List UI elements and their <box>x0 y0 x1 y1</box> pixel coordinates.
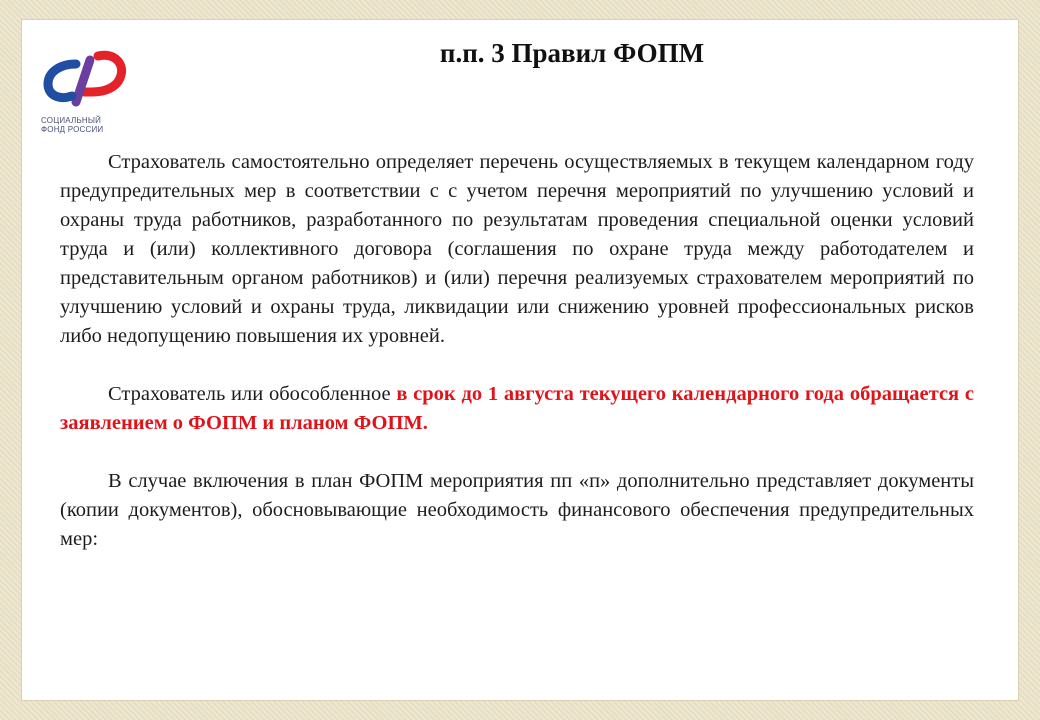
paragraph-2-plain: Страхователь или обособленное <box>108 383 397 405</box>
sfr-logo-icon <box>40 50 130 112</box>
slide-title: п.п. 3 Правил ФОПМ <box>439 38 705 68</box>
paragraph-3: В случае включения в план ФОПМ мероприятия пп «п» дополнительно представляет документы (копии документов), обосновывающие необходимость финансового обеспечения предупредительных мер: <box>60 470 974 550</box>
logo-text <box>41 116 141 134</box>
logo-line-1: СОЦИАЛЬНЫЙ <box>41 116 102 125</box>
paragraph-2 <box>60 380 974 438</box>
logo-line-2: ФОНД РОССИИ <box>41 125 104 134</box>
paragraph-2-highlight: в срок до 1 августа текущего календарного года обращается с заявлением о ФОПМ и планом ФОПМ. <box>60 383 974 434</box>
sfr-logo <box>40 50 130 150</box>
slide <box>22 20 1018 700</box>
slide-body <box>60 148 974 554</box>
paragraph-gap <box>60 438 974 467</box>
paragraph-1: Страхователь самостоятельно определяет перечень осуществляемых в текущем календарном году предупредительных мер в соответствии с с учетом перечня мероприятий по улучшению условий и охраны труда работников, разработанного по результатам проведения специальной оценки условий труда и (или) коллективного договора (соглашения по охране труда между работодателем и представительным органом работников) и (или) перечня реализуемых страхователем мероприятий по улучшению условий и охраны труда, ликвидации или снижению уровней профессиональных рисков либо недопущению повышения их уровней. <box>60 151 974 347</box>
paragraph-gap <box>60 351 974 380</box>
